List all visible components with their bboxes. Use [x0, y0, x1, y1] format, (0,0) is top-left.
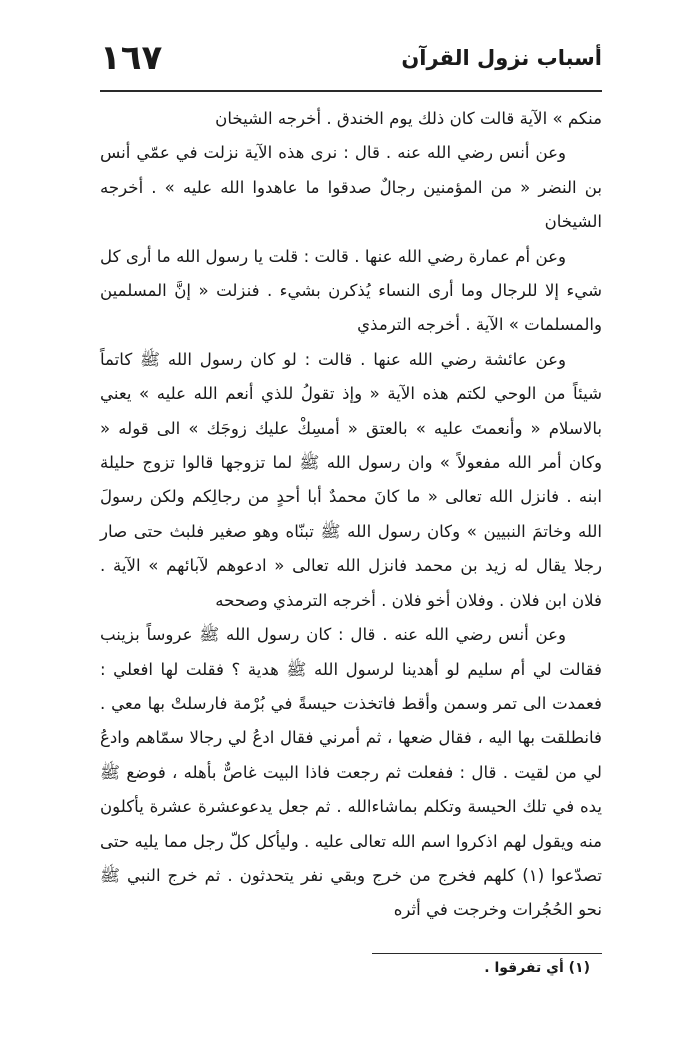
paragraph: وعن عائشة رضي الله عنها . قالت : لو كان رسول الله ﷺ كاتماً شيئاً من الوحي لكتم هذه الآية « وإذ تقولُ للذي أنعم الله عليه » يعني بالاسلام « وأنعمتَ عليه » بالعتق « أمسِكْ عليك زوجَك » الى قوله « وكان أمر الله مفعولاً » وان رسول الله ﷺ لما تزوجها قالوا تزوج حليلة ابنه . فانزل الله تعالى « ما كانَ محمدٌ أبا أحدٍ من رجالِكم ولكن رسولَ الله وخاتمَ النبيين » وكان رسول الله ﷺ تبنّاه وهو صغير فلبث حتى صار رجلا يقال له زيد بن محمد فانزل الله تعالى « ادعوهم لآبائهم » الآية . فلان ابن فلان . وفلان أخو فلان . أخرجه الترمذي وصححه: [100, 349, 602, 610]
footnote: (١) أي تفرقوا .: [484, 960, 590, 976]
main-text: [100, 102, 602, 928]
paragraph: منكم » الآية قالت كان ذلك يوم الخندق . أخرجه الشيخان: [215, 109, 602, 128]
header-rule: [100, 90, 602, 92]
running-title: أسباب نزول القرآن: [401, 46, 602, 70]
paragraph: وعن أم عمارة رضي الله عنها . قالت : قلت يا رسول الله ما أرى كل شيء إلا للرجال وما أرى النساء يُذكرن بشيء . فنزلت « إنَّ المسلمين والمسلمات » الآية . أخرجه الترمذي: [100, 246, 602, 335]
page-header: [100, 38, 602, 86]
paragraph: وعن أنس رضي الله عنه . قال : نرى هذه الآية نزلت في عمّي أنس بن النضر « من المؤمنين رجالٌ صدقوا ما عاهدوا الله عليه » . أخرجه الشيخان: [100, 143, 602, 232]
page-number: ١٦٧: [100, 38, 163, 78]
paragraph: وعن أنس رضي الله عنه . قال : كان رسول الله ﷺ عروساً بزينب فقالت لي أم سليم لو أهدينا لرسول الله ﷺ هدية ؟ فقلت لها افعلي : فعمدت الى تمر وسمن وأقط فاتخذت حيسةً في بُرْمة فارسلتْ بها معي . فانطلقت بها اليه ، فقال ضعها ، ثم أمرني فقال ادعُ لي رجالا سمّاهم وادعُ لي من لقيت . قال : ففعلت ثم رجعت فاذا البيت غاصٌّ بأهله ، فوضع ﷺ يده في تلك الحيسة وتكلم بماشاءالله . ثم جعل يدعوعشرة عشرة يأكلون منه ويقول لهم اذكروا اسم الله تعالى عليه . وليأكل كلّ رجل مما يليه حتى تصدّعوا (١) كلهم فخرج من خرج وبقي نفر يتحدثون . ثم خرج النبي ﷺ نحو الحُجُرات وخرجت في أثره: [100, 625, 602, 920]
footnote-rule: [372, 953, 602, 954]
